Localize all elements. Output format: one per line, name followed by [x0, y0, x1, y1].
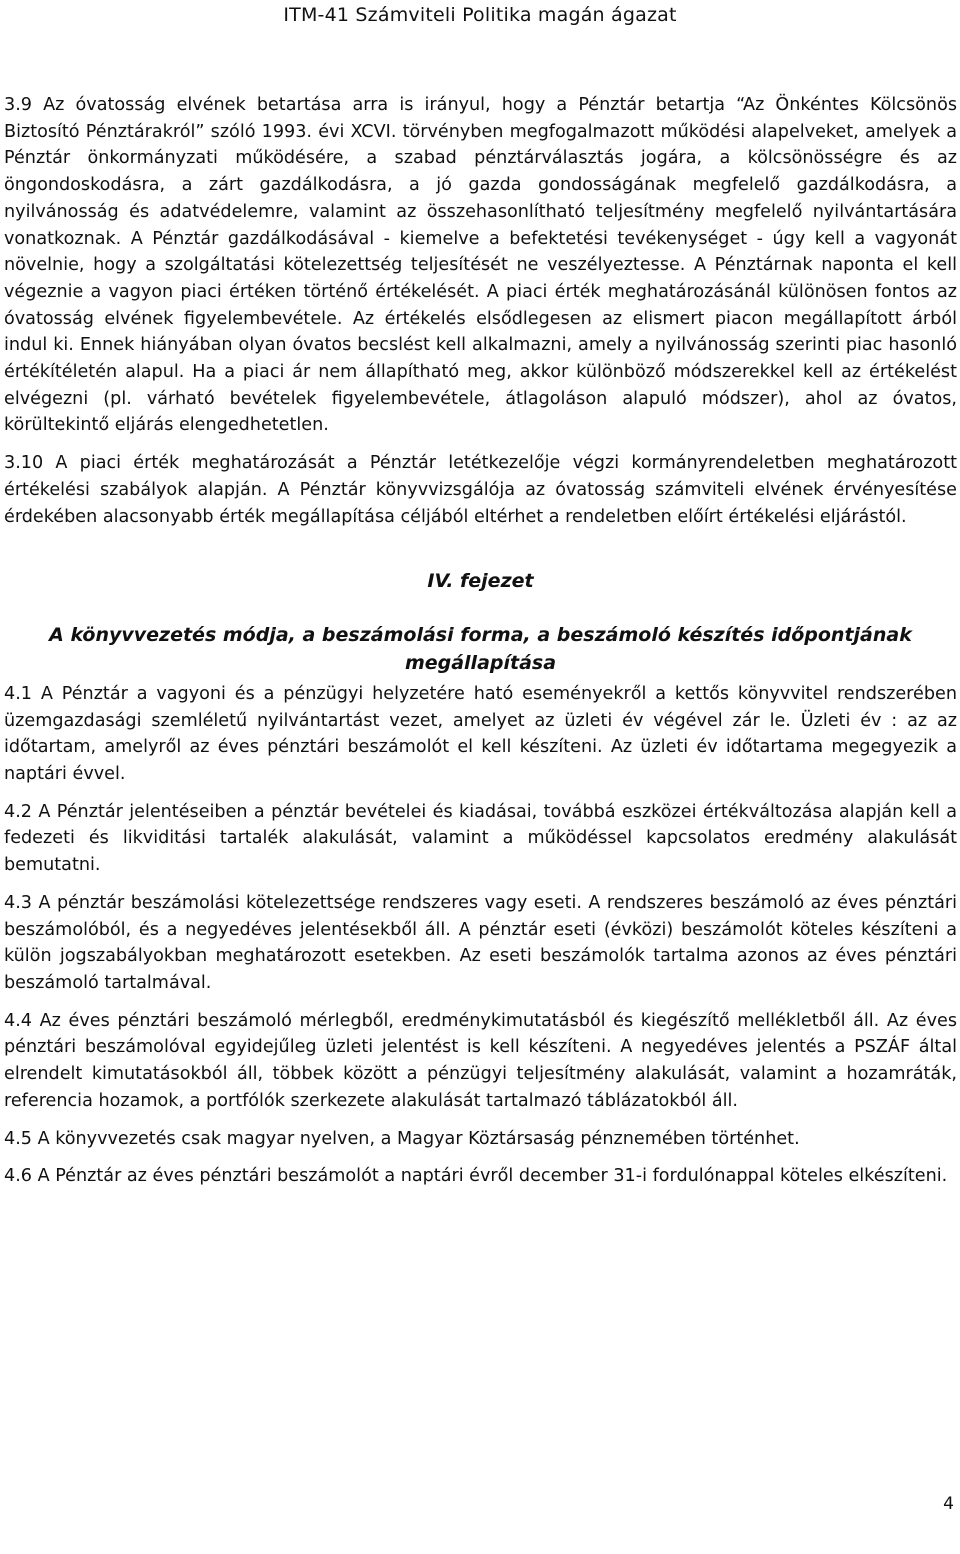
section-4-1: 4.1 A Pénztár a vagyoni és a pénzügyi helyzetére ható eseményekről a kettős könyvvitel rendszerében üzemgazdasági szemléletű nyilvántartást vezet, amelyet az üzleti év végével zár le. Üzleti év : az az időtartam, amelyről az éves pénztári beszámolót el kell készíteni. Az üzleti év időtartama megegyezik a naptári évvel. [4, 683, 957, 785]
section-3-10: 3.10 A piaci érték meghatározását a Pénztár letétkezelője végzi kormányrendeletben meghatározott értékelési szabályok alapján. A Pénztár könyvvizsgálója az óvatosság számviteli elvének érvényesítése érdekében alacsonyabb érték megállapítása céljából eltérhet a rendeletben előírt értékelési eljárástól. [4, 453, 957, 527]
section-3-9: 3.9 Az óvatosság elvének betartása arra is irányul, hogy a Pénztár betartja “Az Önkéntes Kölcsönös Biztosító Pénztárakról” szóló 1993. évi XCVI. törvényben megfogalmazott működési alapelveket, amelyek a Pénztár önkormányzati működésére, a szabad pénztárválasztás jogára, a kölcsönösségre és az öngondoskodásra, a zárt gazdálkodásra, a jó gazda gondosságának megfelelő gazdálkodásra, a nyilvánosság és adatvédelemre, valamint az összehasonlítható teljesítmény megfelelő nyilvántartására vonatkoznak. A Pénztár gazdálkodásával - kiemelve a befektetési tevékenységet - úgy kell a vagyonát növelnie, hogy a szolgáltatási kötelezettség teljesítését ne veszélyeztesse. A Pénztárnak naponta el kell végeznie a vagyon piaci értéken történő értékelését. A piaci érték meghatározásánál különösen fontos az óvatosság elvének figyelembevétele. Az értékelés elsődlegesen az elismert piacon megállapított árból indul ki. Ennek hiányában olyan óvatos becslést kell alkalmazni, amely a nyilvánosság szerinti piac hasonló értékítéletén alapul. Ha a piaci ár nem állapítható meg, akkor különböző módszerekkel kell az értékelést elvégezni (pl. várható bevételek figyelembevétele, átlagoláson alapuló módszer), ahol az óvatos, körültekintő eljárás elengedhetetlen. [4, 95, 957, 436]
section-4-6: 4.6 A Pénztár az éves pénztári beszámolót a naptári évről december 31-i fordulónappal köteles elkészíteni. [4, 1166, 948, 1187]
section-4-5: 4.5 A könyvvezetés csak magyar nyelven, a Magyar Köztársaság pénznemében történhet. [4, 1128, 800, 1149]
section-4-3: 4.3 A pénztár beszámolási kötelezettsége rendszeres vagy eseti. A rendszeres beszámoló az éves pénztári beszámolóból, és a negyedéves jelentésekből áll. A pénztár eseti (évközi) beszámolót köteles készíteni a külön jogszabályokban meghatározott esetekben. Az eseti beszámolók tartalma azonos az éves pénztári beszámoló tartalmával. [4, 892, 957, 993]
document-body [4, 92, 957, 1201]
page-header: ITM-41 Számviteli Politika magán ágazat [283, 4, 677, 26]
section-4-2: 4.2 A Pénztár jelentéseiben a pénztár bevételei és kiadásai, továbbá eszközei értékváltozása alapján kell a fedezeti és likviditási tartalék alakulását, valamint a működéssel kapcsolatos eredmény alakulását bemutatni. [4, 801, 957, 876]
section-4-4: 4.4 Az éves pénztári beszámoló mérlegből, eredménykimutatásból és kiegészítő mellékletből áll. Az éves pénztári beszámolóval egyidejűleg üzleti jelentést is kell készíteni. A negyedéves jelentés a PSZÁF által elrendelt kimutatásokból áll, többek között a pénzügyi teljesítmény alakulását, valamint a hozamráták, referencia hozamok, a portfólók szerkezete alakulását tartalmazó táblázatokból áll. [4, 1010, 957, 1111]
chapter-title: A könyvvezetés módja, a beszámolási forma, a beszámoló készítés időpontjának megállapítása [49, 623, 912, 674]
page-number: 4 [943, 1494, 954, 1514]
chapter-number: IV. fejezet [427, 570, 534, 593]
